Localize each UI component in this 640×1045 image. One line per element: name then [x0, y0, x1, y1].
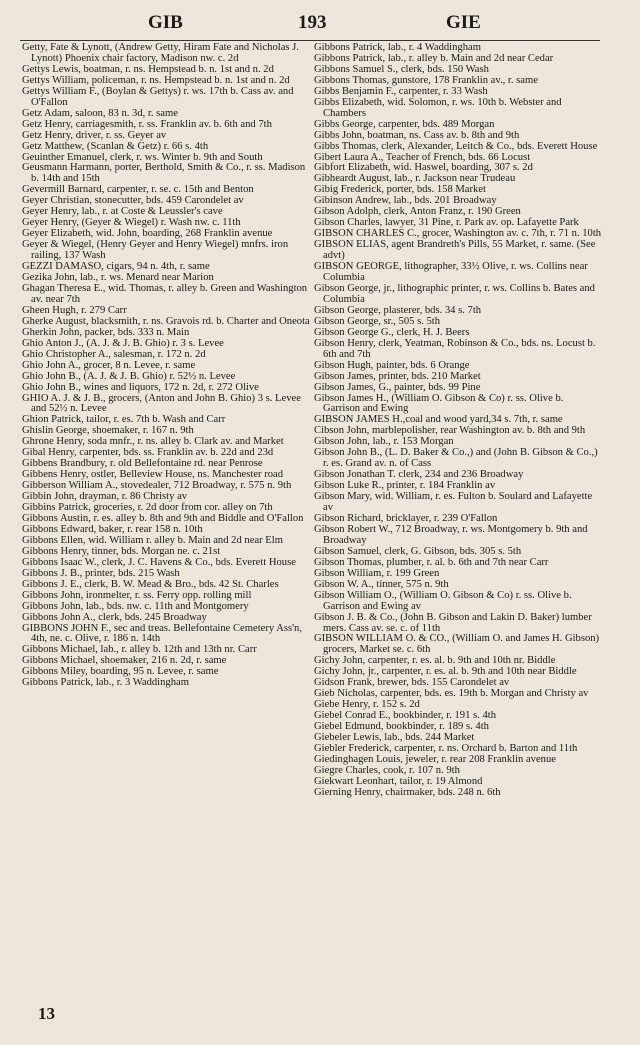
directory-entry: Gibson William O., (William O. Gibson & Co) r. ss. Olive b. Garrison and Ewing av: [314, 589, 572, 612]
directory-entry: Gibbens Brandbury, r. old Bellefontaine rd. near Penrose: [22, 458, 263, 470]
directory-entry: Gibson James H., (William O. Gibson & Co) r. ss. Olive b. Garrison and Ewing: [314, 392, 564, 415]
directory-entry: Getz Henry, driver, r. ss. Geyer av: [22, 129, 167, 141]
directory-entry: Ghio Anton J., (A. J. & J. B. Ghio) r. 3 s. Levee: [22, 337, 224, 349]
directory-entry: Geyer Elizabeth, wid. John, boarding, 268 Franklin avenue: [22, 228, 273, 240]
directory-entry: Gibson George G., clerk, H. J. Beers: [314, 326, 470, 338]
directory-entry: Gibson James, G., painter, bds. 99 Pine: [314, 381, 481, 393]
directory-entry: Gibbons John, ironmelter, r. ss. Ferry opp. rolling mill: [22, 589, 252, 601]
header-left-guide: GIB: [148, 12, 183, 33]
directory-entry: Giebe Henry, r. 152 s. 2d: [314, 699, 420, 711]
directory-entry: Gibson Samuel, clerk, G. Gibson, bds. 305 s. 5th: [314, 545, 522, 557]
directory-entry: Gibbons Patrick, lab., r. 3 Waddingham: [22, 677, 189, 689]
directory-entry: Gibbs Benjamin F., carpenter, r. 33 Wash: [314, 85, 488, 97]
directory-entry: Gibson Henry, clerk, Yeatman, Robinson & Co., bds. ns. Locust b. 6th and 7th: [314, 337, 596, 360]
directory-entry: Gibbons Michael, shoemaker, 216 n. 2d, r. same: [22, 655, 227, 667]
directory-entry: Giegre Charles, cook, r. 107 n. 9th: [314, 764, 460, 776]
directory-entry: Gibbons Ellen, wid. William r. alley b. Main and 2d near Elm: [22, 534, 283, 546]
directory-entry: Geyer Henry, (Geyer & Wiegel) r. Wash nw. c. 11th: [22, 217, 241, 229]
directory-entry: Gieb Nicholas, carpenter, bds. es. 19th b. Morgan and Christy av: [314, 688, 589, 700]
directory-entry: Gibbons John A., clerk, bds. 245 Broadway: [22, 611, 207, 623]
directory-entry: Getty, Fate & Lynott, (Andrew Getty, Hiram Fate and Nicholas J. Lynott) Phoenix chair factory, Madison nw. c. 2d: [22, 42, 299, 64]
directory-entry: Gibbens Henry, ostler, Belleview House, ns. Manchester road: [22, 469, 284, 481]
directory-entry: Gibson J. B. & Co., (John B. Gibson and Lakin D. Baker) lumber mers. Cass av. se. c. of 11th: [314, 611, 592, 634]
directory-entry: Gibbons J. E., clerk, B. W. Mead & Bro., bds. 42 St. Charles: [22, 578, 279, 590]
directory-entry: Gibberson William A., stovedealer, 712 Broadway, r. 575 n. 9th: [22, 480, 292, 492]
directory-entry: Gibson Richard, bricklayer, r. 239 O'Fallon: [314, 512, 498, 524]
directory-entry: Gidson Frank, brewer, bds. 155 Carondelet av: [314, 677, 510, 689]
directory-entry: Geyer Christian, stonecutter, bds. 459 Carondelet av: [22, 195, 244, 207]
directory-entry: Giebeler Lewis, lab., bds. 244 Market: [314, 732, 475, 744]
directory-entry: Gibbons J. B., printer, bds. 215 Wash: [22, 567, 180, 579]
directory-entry: Gibson Jonathan T. clerk, 234 and 236 Broadway: [314, 469, 524, 481]
directory-entry: Gibbin John, drayman, r. 86 Christy av: [22, 491, 188, 503]
directory-entry: Gierning Henry, chairmaker, bds. 248 n. 6th: [314, 786, 501, 798]
directory-entry: Getz Adam, saloon, 83 n. 3d, r. same: [22, 107, 178, 119]
directory-entry: Gettys Lewis, boatman, r. ns. Hempstead b. n. 1st and n. 2d: [22, 63, 274, 75]
directory-entry: Gichy John, carpenter, r. es. al. b. 9th and 10th nr. Biddle: [314, 655, 556, 667]
directory-entry: Gichy John, jr., carpenter, r. es. al. b. 9th and 10th near Biddle: [314, 666, 577, 678]
running-header: [0, 12, 640, 38]
directory-entry: Geuinther Emanuel, clerk, r. ws. Winter b. 9th and South: [22, 151, 263, 163]
directory-entry: Giebler Frederick, carpenter, r. ns. Orchard b. Barton and 11th: [314, 743, 578, 754]
directory-entry: Ghagan Theresa E., wid. Thomas, r. alley b. Green and Washington av. near 7th: [22, 282, 308, 305]
directory-entry: Gibheardt August, lab., r. Jackson near Trudeau: [314, 173, 516, 185]
header-right-guide: GIE: [446, 12, 481, 33]
directory-entry: GIBSON WILLIAM O. & CO., (William O. and James H. Gibson) grocers, Market se. c. 6th: [314, 633, 600, 656]
directory-entry: Gherkin John, packer, bds. 333 n. Main: [22, 326, 190, 338]
directory-entry: Gevermill Barnard, carpenter, r. se. c. 15th and Benton: [22, 184, 254, 196]
directory-entry: Geusmann Harmann, porter, Berthold, Smith & Co., r. ss. Madison b. 14th and 15th: [22, 162, 306, 185]
directory-entry: Gibfort Elizabeth, wid. Haswel, boarding, 307 s. 2d: [314, 162, 533, 174]
directory-entry: GIBSON ELIAS, agent Brandreth's Pills, 55 Market, r. same. (See advt): [314, 239, 596, 262]
directory-entry: Gibbons Edward, baker, r. rear 158 n. 10th: [22, 523, 203, 535]
directory-entry: Gibert Laura A., Teacher of French, bds. 66 Locust: [314, 151, 531, 163]
directory-entry: Gibson W. A., tinner, 575 n. 9th: [314, 578, 449, 590]
left-column: [22, 43, 311, 689]
directory-entry: Ghion Patrick, tailor, r. es. 7th b. Wash and Carr: [22, 414, 226, 426]
directory-entry: Gibson William, r. 199 Green: [314, 567, 440, 579]
directory-entry: Ghio John B., (A. J. & J. B. Ghio) r. 52½ n. Levee: [22, 370, 236, 382]
directory-entry: Gibbs John, boatman, ns. Cass av. b. 8th and 9th: [314, 129, 520, 141]
directory-entry: Gherke August, blacksmith, r. ns. Gravois rd. b. Charter and Oneota: [22, 315, 310, 327]
directory-entry: Giebel Edmund, bookbinder, r. 189 s. 4th: [314, 721, 489, 733]
directory-entry: GHIO A. J. & J. B., grocers, (Anton and John B. Ghio) 3 s. Levee and 52½ n. Levee: [22, 392, 301, 415]
right-column: [314, 43, 603, 799]
directory-entry: Ghio Christopher A., salesman, r. 172 n. 2d: [22, 348, 206, 360]
directory-entry: Gibson George, jr., lithographic printer, r. ws. Collins b. Bates and Columbia: [314, 282, 595, 305]
directory-entry: Gettys William, policeman, r. ns. Hempstead b. n. 1st and n. 2d: [22, 74, 290, 86]
directory-entry: Gibson Hugh, painter, bds. 6 Orange: [314, 359, 470, 371]
directory-entry: Ghrone Henry, soda mnfr., r. ns. alley b. Clark av. and Market: [22, 436, 284, 448]
directory-entry: Gibinson Andrew, lab., bds. 201 Broadway: [314, 195, 497, 207]
directory-entry: Gibson Thomas, plumber, r. al. b. 6th and 7th near Carr: [314, 556, 549, 568]
directory-entry: Getz Matthew, (Scanlan & Getz) r. 66 s. 4th: [22, 140, 209, 152]
directory-entry: Gibson Charles, lawyer, 31 Pine, r. Park av. op. Lafayette Park: [314, 217, 579, 229]
directory-entry: Getz Henry, carriagesmith, r. ss. Franklin av. b. 6th and 7th: [22, 118, 272, 130]
directory-entry: GIBBONS JOHN F., sec and treas. Bellefontaine Cemetery Ass'n, 4th, ne. c. Olive, r. 186 n. 14th: [22, 622, 302, 645]
directory-entry: Cibson John, marblepolisher, rear Washington av. b. 8th and 9th: [314, 425, 586, 437]
directory-entry: Gibbons Thomas, gunstore, 178 Franklin av., r. same: [314, 74, 538, 86]
directory-entry: Gibbons Patrick, lab., r. alley b. Main and 2d near Cedar: [314, 52, 554, 64]
directory-entry: GEZZI DAMASO, cigars, 94 n. 4th, r. same: [22, 261, 210, 273]
directory-entry: Ghio John B., wines and liquors, 172 n. 2d, r. 272 Olive: [22, 381, 259, 393]
page-number: 193: [298, 12, 327, 33]
directory-entry: Gezika John, lab., r. ws. Menard near Marion: [22, 272, 214, 284]
directory-entry: Gibson Robert W., 712 Broadway, r. ws. Montgomery b. 9th and Broadway: [314, 523, 588, 546]
directory-entry: GIBSON GEORGE, lithographer, 33½ Olive, r. ws. Collins near Columbia: [314, 261, 588, 284]
directory-entry: Gibbons Samuel S., clerk, bds. 150 Wash: [314, 63, 489, 75]
directory-entry: Giebel Conrad E., bookbinder, r. 191 s. 4th: [314, 710, 496, 722]
directory-entry: GIBSON JAMES H.,coal and wood yard,34 s. 7th, r. same: [314, 414, 563, 426]
directory-entry: Gibbons Patrick, lab., r. 4 Waddingham: [314, 42, 481, 53]
directory-entry: Geyer & Wiegel, (Henry Geyer and Henry Wiegel) mnfrs. iron railing, 137 Wash: [22, 239, 289, 262]
directory-entry: Gibson George, plasterer, bds. 34 s. 7th: [314, 304, 482, 316]
directory-entry: Gibson John, lab., r. 153 Morgan: [314, 436, 454, 448]
directory-entry: Gibig Frederick, porter, bds. 158 Market: [314, 184, 486, 196]
header-rule: [20, 40, 600, 41]
directory-entry: Gibal Henry, carpenter, bds. ss. Franklin av. b. 22d and 23d: [22, 447, 274, 459]
directory-entry: Gibbs Elizabeth, wid. Solomon, r. ws. 10th b. Webster and Chambers: [314, 96, 562, 119]
directory-entry: Gibson Luke R., printer, r. 184 Franklin av: [314, 480, 496, 492]
directory-entry: Gibson George, sr., 505 s. 5th: [314, 315, 441, 327]
directory-entry: Ghio John A., grocer, 8 n. Levee, r. same: [22, 359, 196, 371]
signature-mark: 13: [38, 1004, 55, 1023]
directory-entry: Gibbs George, carpenter, bds. 489 Morgan: [314, 118, 495, 130]
directory-entry: Giedinghagen Louis, jeweler, r. rear 208 Franklin avenue: [314, 753, 556, 765]
directory-entry: Ghislin George, shoemaker, r. 167 n. 9th: [22, 425, 194, 437]
directory-entry: Gibbons Henry, tinner, bds. Morgan ne. c. 21st: [22, 545, 221, 557]
directory-entry: Giekwart Leonhart, tailor, r. 19 Almond: [314, 775, 483, 787]
directory-entry: GIBSON CHARLES C., grocer, Washington av. c. 7th, r. 71 n. 10th: [314, 228, 602, 240]
directory-entry: Gibbons Isaac W., clerk, J. C. Havens & Co., bds. Everett House: [22, 556, 296, 568]
directory-entry: Gibbins Patrick, groceries, r. 2d door from cor. alley on 7th: [22, 502, 273, 514]
directory-entry: Gibson Adolph, clerk, Anton Franz, r. 190 Green: [314, 206, 521, 218]
directory-entry: Gibbons John, lab., bds. nw. c. 11th and Montgomery: [22, 600, 249, 612]
directory-entry: Gibson John B., (L. D. Baker & Co.,) and (John B. Gibson & Co.,) r. es. Grand av. n. of Cass: [314, 447, 598, 470]
directory-entry: Gheen Hugh, r. 279 Carr: [22, 304, 127, 316]
directory-entry: Gibbons Miley, boarding, 95 n. Levee, r. same: [22, 666, 219, 678]
directory-entry: Gibbons Austin, r. es. alley b. 8th and 9th and Biddle and O'Fallon: [22, 512, 304, 524]
directory-entry: Gibbs Thomas, clerk, Alexander, Leitch & Co., bds. Everett House: [314, 140, 598, 152]
directory-entry: Gibson Mary, wid. William, r. es. Fulton b. Soulard and Lafayette av: [314, 491, 593, 514]
directory-entry: Gibson James, printer, bds. 210 Market: [314, 370, 481, 382]
directory-entry: Geyer Henry, lab., r. at Coste & Leussler's cave: [22, 206, 223, 218]
directory-entry: Gettys William F., (Boylan & Gettys) r. ws. 17th b. Cass av. and O'Fallon: [22, 85, 294, 108]
directory-entry: Gibbons Michael, lab., r. alley b. 12th and 13th nr. Carr: [22, 644, 257, 656]
